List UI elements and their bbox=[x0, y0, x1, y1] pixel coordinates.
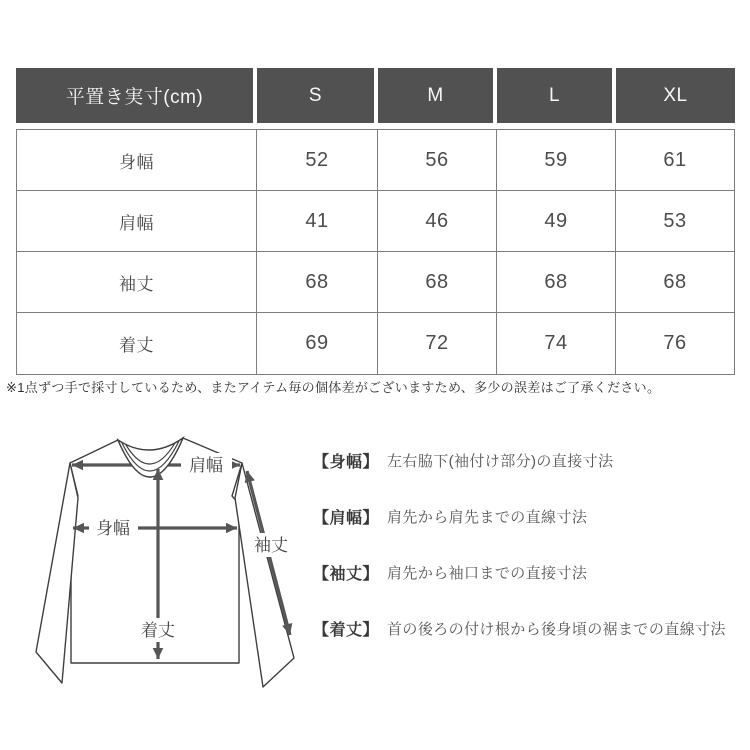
table-header-row bbox=[16, 68, 735, 123]
value-cell: 53 bbox=[616, 191, 734, 252]
value-cell: 76 bbox=[663, 332, 687, 354]
value-cell: 52 bbox=[257, 130, 378, 191]
header-cell-measure-label: 平置き実寸(cm) bbox=[16, 68, 257, 123]
header-cell-size-s: S bbox=[257, 68, 378, 123]
value-cell: 46 bbox=[378, 191, 497, 252]
definition-desc: 首の後ろの付け根から後身頃の裾までの直線寸法 bbox=[387, 621, 726, 638]
diagram-label-length: 着丈 bbox=[141, 621, 175, 640]
header-cell-size-m: M bbox=[378, 68, 497, 123]
value-cell: 72 bbox=[378, 313, 497, 374]
shirt-diagram-svg bbox=[10, 420, 310, 710]
table-row bbox=[17, 191, 734, 252]
value-cell: 68 bbox=[497, 252, 616, 313]
value-cell: 69 bbox=[257, 313, 378, 374]
shirt-right-sleeve bbox=[235, 463, 294, 687]
value-cell: 49 bbox=[497, 191, 616, 252]
diagram-label-shoulder: 肩幅 bbox=[189, 456, 223, 475]
definition-desc: 肩先から袖口までの直接寸法 bbox=[387, 565, 588, 582]
definition-item bbox=[313, 505, 745, 528]
header-cell-size-xl: XL bbox=[616, 68, 735, 123]
definition-term: 【身幅】 bbox=[313, 454, 380, 471]
row-label-cell: 袖丈 bbox=[17, 252, 257, 313]
size-table bbox=[16, 68, 735, 375]
diagram-label-body: 身幅 bbox=[96, 519, 130, 538]
value-cell: 61 bbox=[616, 130, 734, 191]
definition-item bbox=[313, 449, 745, 472]
definition-term: 【着丈】 bbox=[313, 622, 380, 639]
definition-term: 【肩幅】 bbox=[313, 510, 380, 527]
definition-desc: 左右脇下(袖付け部分)の直接寸法 bbox=[387, 453, 614, 470]
table-row bbox=[17, 252, 734, 313]
shirt-diagram bbox=[10, 420, 310, 710]
value-cell: 56 bbox=[378, 130, 497, 191]
row-label-cell: 身幅 bbox=[17, 130, 257, 191]
definition-term: 【袖丈】 bbox=[313, 566, 380, 583]
value-cell: 59 bbox=[497, 130, 616, 191]
value-cell: 74 bbox=[497, 313, 616, 374]
value-cell: 68 bbox=[378, 252, 497, 313]
table-row bbox=[17, 313, 734, 374]
table-row bbox=[17, 130, 734, 191]
definition-item bbox=[313, 617, 745, 640]
diagram-label-sleeve: 袖丈 bbox=[254, 536, 288, 555]
definition-item bbox=[313, 561, 745, 584]
measurement-note: ※1点ずつ手で採寸しているため、またアイテム毎の個体差がございますため、多少の誤差はご了承ください。 bbox=[6, 380, 661, 395]
row-label-cell: 着丈 bbox=[17, 313, 257, 374]
value-cell: 41 bbox=[257, 191, 378, 252]
definitions-list bbox=[313, 449, 745, 640]
header-cell-size-l: L bbox=[497, 68, 616, 123]
value-cell: 68 bbox=[257, 252, 378, 313]
definition-desc: 肩先から肩先までの直線寸法 bbox=[387, 509, 588, 526]
table-body bbox=[16, 129, 735, 375]
value-cell: 68 bbox=[616, 252, 734, 313]
row-label-cell: 肩幅 bbox=[17, 191, 257, 252]
